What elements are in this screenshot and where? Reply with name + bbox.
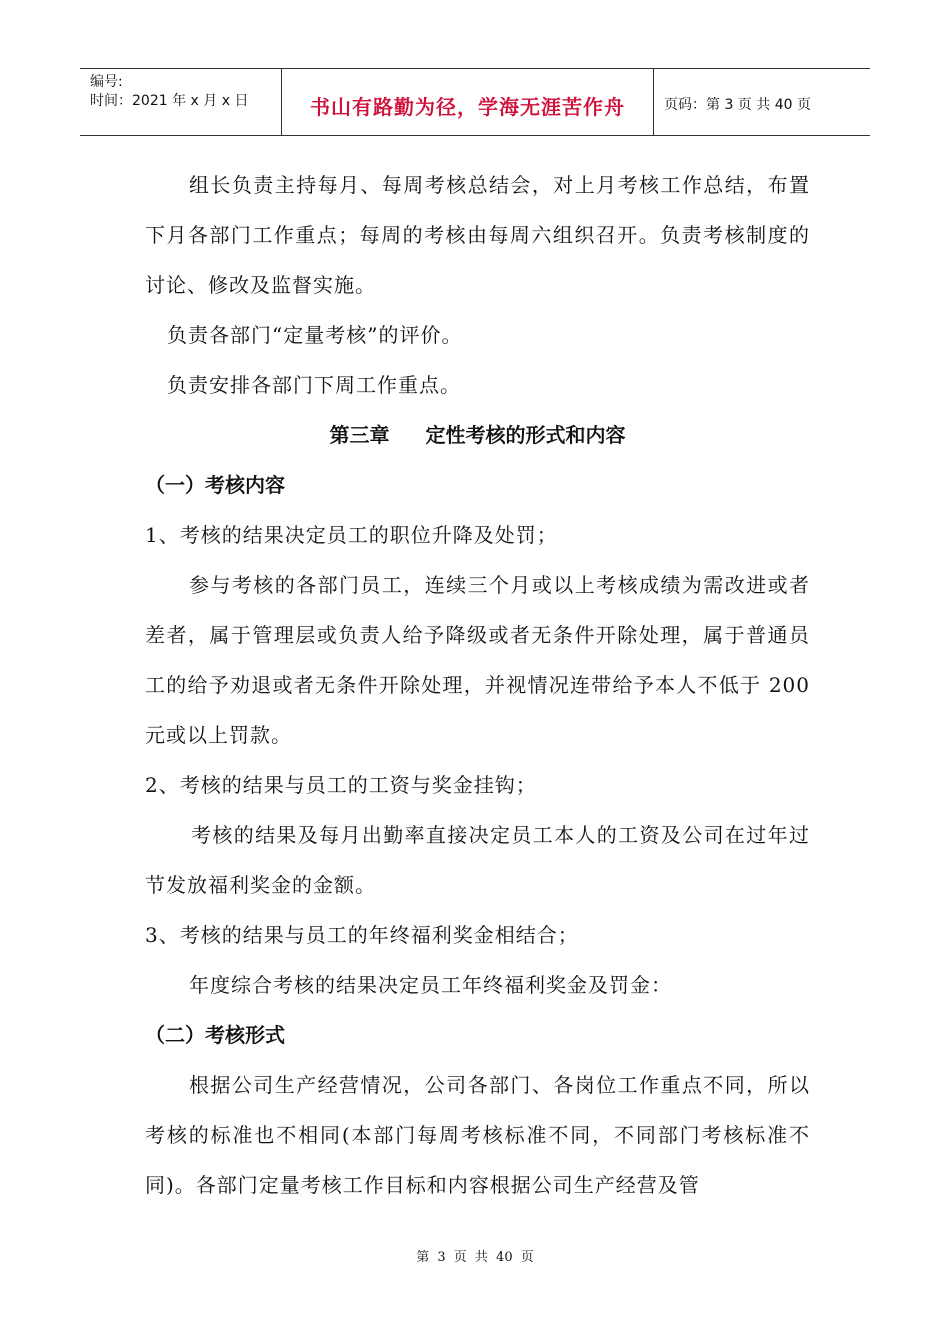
- chapter-heading: [145, 410, 810, 460]
- paragraph: 组长负责主持每月、每周考核总结会，对上月考核工作总结，布置下月各部门工作重点；每周的考核由每周六组织召开。负责考核制度的讨论、修改及监督实施。: [145, 173, 810, 297]
- paragraph: 根据公司生产经营情况，公司各部门、各岗位工作重点不同，所以考核的标准也不相同(本部门每周考核标准不同，不同部门考核标准不同)。各部门定量考核工作目标和内容根据公司生产经营及管: [145, 1073, 810, 1197]
- paragraph: 年度综合考核的结果决定员工年终福利奖金及罚金：: [189, 973, 672, 997]
- header-page-number: 页码：第 3 页 共 40 页: [664, 97, 811, 113]
- page-footer: 第 3 页 共 40 页: [416, 1250, 534, 1265]
- list-item: 2、考核的结果与员工的工资与奖金挂钩；: [145, 773, 537, 797]
- header-motto: 书山有路勤为径，学海无涯苦作舟: [282, 69, 654, 135]
- chapter-number: 第三章: [329, 423, 390, 447]
- paragraph: 参与考核的各部门员工，连续三个月或以上考核成绩为需改进或者差者，属于管理层或负责人给予降级或者无条件开除处理，属于普通员工的给予劝退或者无条件开除处理，并视情况连带给予本人不低于 200 元或以上罚款。: [145, 573, 810, 747]
- document-date-label: 时间：2021 年 x 月 x 日: [90, 93, 249, 109]
- page-header: [80, 68, 870, 136]
- list-item: 3、考核的结果与员工的年终福利奖金相结合；: [145, 923, 579, 947]
- document-body: [145, 160, 810, 1210]
- paragraph: 负责各部门“定量考核”的评价。: [167, 323, 463, 347]
- section-heading: （一）考核内容: [145, 473, 285, 497]
- document-number-label: 编号:: [90, 74, 123, 90]
- header-meta: [80, 69, 282, 135]
- list-item: 1、考核的结果决定员工的职位升降及处罚；: [145, 523, 558, 547]
- chapter-title: 定性考核的形式和内容: [425, 423, 626, 447]
- section-heading: （二）考核形式: [145, 1023, 285, 1047]
- paragraph: 负责安排各部门下周工作重点。: [167, 373, 461, 397]
- paragraph: 考核的结果及每月出勤率直接决定员工本人的工资及公司在过年过节发放福利奖金的金额。: [145, 823, 810, 897]
